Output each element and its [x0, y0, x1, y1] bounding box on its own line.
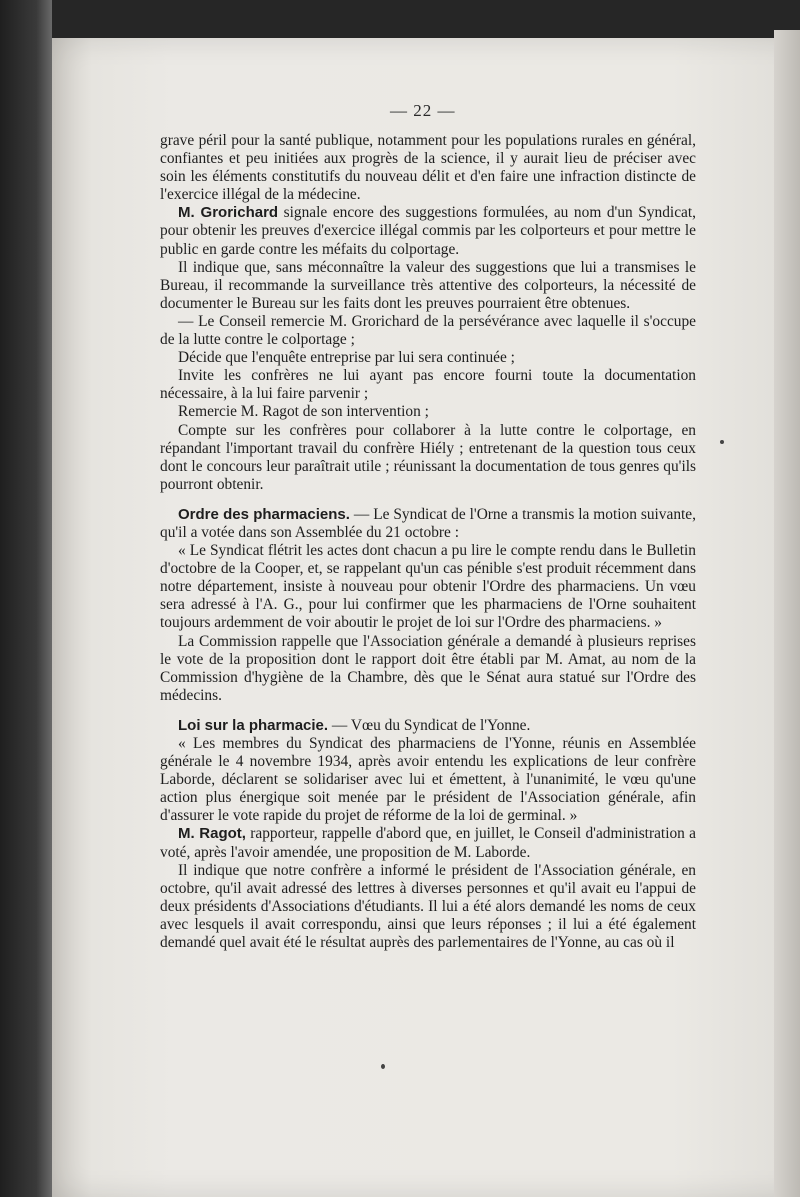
paragraph-text: Il indique que notre confrère a informé le président de l'Association générale, en octobre, qu'il avait adressé des lettres à diverses personnes et qu'il avait eu l'appui de deux présidents d'Associations d'étudiants. Il lui a été alors demandé les noms de ceux avec lesquels il avait correspondu, ainsi que leurs réponses ; il lui a été également demandé quel avait été le résultat auprès des parlementaires de l'Yonne, au cas où il [160, 861, 696, 952]
paragraph-text: grave péril pour la santé publique, notamment pour les populations rurales en général, confiantes et peu initiées aux progrès de la science, il y aurait lieu de préciser avec soin les éléments constitutifs du nouveau délit et d'en faire une infraction distincte de l'exercice illégal de la médecine. [160, 132, 696, 204]
paragraph [160, 313, 696, 349]
paragraph [160, 862, 696, 952]
paragraph [160, 132, 696, 204]
paragraph-text: Invite les confrères ne lui ayant pas encore fourni toute la documentation nécessaire, à la lui faire parvenir ; [160, 367, 696, 403]
scan-speck [381, 1064, 385, 1069]
paragraph [160, 259, 696, 313]
paragraph-text: — Vœu du Syndicat de l'Yonne. [331, 716, 531, 734]
page-number: — 22 — [390, 101, 456, 120]
paragraph [160, 367, 696, 403]
section-paragraph [160, 717, 696, 735]
quote-paragraph [160, 735, 696, 825]
paragraph-lead: M. Grorichard [178, 204, 279, 222]
page-body [160, 132, 696, 952]
paragraph-text: rapporteur, rappelle d'abord que, en juillet, le Conseil d'administration a voté, après l'avoir amendée, une proposition de M. Laborde. [160, 825, 696, 861]
paragraph-text: — Le Syndicat de l'Orne a transmis la motion suivante, qu'il a votée dans son Assemblée du 21 octobre : [160, 505, 696, 541]
paragraph-lead: M. Ragot, [178, 825, 246, 843]
quote-paragraph [160, 542, 696, 632]
paragraph-text: « Le Syndicat flétrit les actes dont chacun a pu lire le compte rendu dans le Bulletin d'octobre de la Cooper, et, se rappelant qu'un cas pénible s'est produit récemment dans notre département, insiste à nouveau pour obtenir l'Ordre des pharmaciens. Un vœu sera adressé à l'A. G., pour lui confirmer que les pharmaciens de l'Orne souhaitent toujours ardemment de voir aboutir le projet de loi sur l'Ordre des pharmaciens. » [160, 542, 696, 632]
section-heading: Loi sur la pharmacie. [178, 716, 329, 734]
section-heading: Ordre des pharmaciens. [178, 505, 350, 523]
paragraph-text: Il indique que, sans méconnaître la valeur des suggestions que lui a transmises le Bureau, il recommande la surveillance très attentive des colporteurs, la nécessité de documenter le Bureau sur les faits dont les preuves pourraient être obtenues. [160, 258, 696, 312]
paragraph [160, 825, 696, 861]
paragraph-text: « Les membres du Syndicat des pharmaciens de l'Yonne, réunis en Assemblée générale le 4 novembre 1934, après avoir entendu les explications de leur confrère Laborde, déclarent se solidariser avec lui et émettent, à l'unanimité, le vœu qu'une action plus énergique soit menée par le président de l'Association générale, afin d'assurer le vote rapide du projet de réforme de la loi de germinal. » [160, 735, 696, 825]
paragraph [160, 403, 696, 421]
paragraph [160, 422, 696, 494]
next-page-edge [774, 30, 800, 1197]
paragraph-text: Compte sur les confrères pour collaborer à la lutte contre le colportage, en répandant l'important travail du confrère Hiély ; entretenant de la question tous ceux dont le concours leur paraîtrait utile ; réunissant la documentation de tous genres qu'ils pourront obtenir. [160, 421, 696, 493]
scan-speck [720, 440, 724, 444]
paragraph [160, 204, 696, 258]
paragraph-text: — Le Conseil remercie M. Grorichard de la persévérance avec laquelle il s'occupe de la lutte contre le colportage ; [160, 312, 696, 349]
paragraph [160, 349, 696, 367]
paragraph-text: La Commission rappelle que l'Association générale a demandé à plusieurs reprises le vote de la proposition dont le rapport doit être établi par M. Amat, au nom de la Commission d'hygiène de la Chambre, dès que le Sénat aura statué sur l'Ordre des médecins. [160, 632, 696, 704]
scan-background-top [0, 0, 800, 38]
paragraph-text: signale encore des suggestions formulées, au nom d'un Syndicat, pour obtenir les preuves d'exercice illégal commis par les colporteurs et pour mettre le public en garde contre les méfaits du colportage. [160, 204, 696, 258]
section-paragraph [160, 506, 696, 542]
paragraph-text: Remercie M. Ragot de son intervention ; [178, 403, 429, 421]
paragraph [160, 633, 696, 705]
paragraph-text: Décide que l'enquête entreprise par lui sera continuée ; [178, 349, 515, 367]
scan-background-left [0, 0, 52, 1197]
